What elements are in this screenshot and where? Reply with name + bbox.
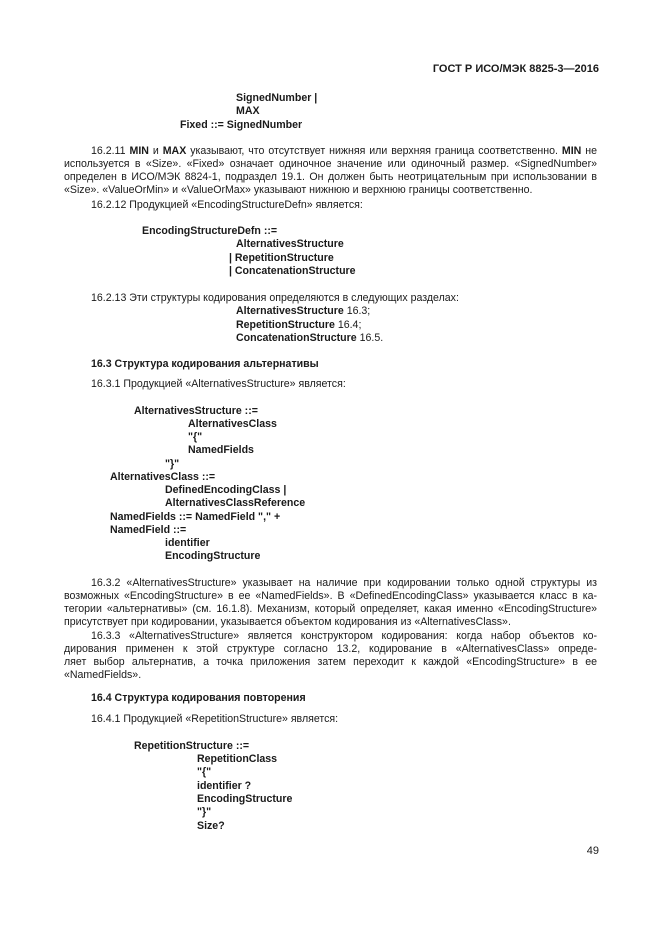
code-line: Size? bbox=[197, 820, 225, 832]
code-line: "}" bbox=[197, 806, 212, 818]
code-line: EncodingStructure bbox=[197, 793, 293, 805]
paragraph-line: присутствует при кодировании, указывается объектом кодирования из «AlternativesClass». bbox=[64, 616, 511, 628]
code-line: identifier bbox=[165, 537, 210, 549]
section-heading-16-3: 16.3 Структура кодирования альтернативы bbox=[91, 358, 319, 370]
code-line: SignedNumber | bbox=[236, 92, 318, 104]
section-ref: RepetitionStructure 16.4; bbox=[236, 319, 362, 331]
paragraph-line: определен в ИСО/МЭК 8824-1, подраздел 19.1. Он должен быть неотрицательным при использовании в bbox=[64, 171, 597, 183]
code-line: Fixed ::= SignedNumber bbox=[180, 119, 303, 131]
code-line: RepetitionClass bbox=[197, 753, 278, 765]
code-line: identifier ? bbox=[197, 780, 252, 792]
code-line: AlternativesStructure bbox=[236, 238, 344, 250]
paragraph-line: дирования применен к этой структуре согласно 13.2, кодирование в «AlternativesClass» опреде- bbox=[64, 643, 597, 655]
code-line: NamedFields ::= NamedField "," + bbox=[110, 511, 281, 523]
code-line: AlternativesStructure ::= bbox=[134, 405, 258, 417]
code-line: AlternativesClass ::= bbox=[110, 471, 216, 483]
paragraph-16-2-11 bbox=[64, 145, 597, 197]
code-line: "}" bbox=[165, 458, 180, 470]
paragraph-16-3-3 bbox=[64, 630, 597, 682]
code-line: | RepetitionStructure bbox=[229, 252, 334, 264]
paragraph-line: ляет выбор альтернатив, а точка приложения затем переходит к каждой «EncodingStructure» в ее bbox=[64, 656, 597, 668]
paragraph-line: «NamedFields». bbox=[64, 669, 142, 681]
document-header: ГОСТ Р ИСО/МЭК 8825-3—2016 bbox=[432, 63, 599, 75]
paragraph-line: 16.3.3 «AlternativesStructure» является конструктором кодирования: когда набор объектов ко- bbox=[91, 630, 597, 642]
section-ref: ConcatenationStructure 16.5. bbox=[236, 332, 384, 344]
code-line: AlternativesClassReference bbox=[165, 497, 306, 509]
paragraph-line: используется в «Size». «Fixed» означает одиночное значение или одиночный размер. «SignedNumber» bbox=[64, 158, 597, 170]
paragraph-16-3-1: 16.3.1 Продукцией «AlternativesStructure» является: bbox=[91, 378, 346, 390]
paragraph-16-2-12: 16.2.12 Продукцией «EncodingStructureDefn» является: bbox=[91, 199, 363, 211]
page-number: 49 bbox=[586, 845, 599, 857]
code-line: EncodingStructure bbox=[165, 550, 261, 562]
code-line: "{" bbox=[188, 431, 203, 443]
code-line: EncodingStructureDefn ::= bbox=[142, 225, 278, 237]
paragraph-line: 16.2.11 MIN и MAX указывают, что отсутствует нижняя или верхняя граница соответственно. MIN не bbox=[91, 145, 597, 157]
code-line: "{" bbox=[197, 766, 212, 778]
code-line: RepetitionStructure ::= bbox=[134, 740, 250, 752]
code-line: MAX bbox=[236, 105, 260, 117]
paragraph-16-2-13: 16.2.13 Эти структуры кодирования определяются в следующих разделах: bbox=[91, 292, 459, 304]
code-line: NamedField ::= bbox=[110, 524, 187, 536]
paragraph-line: возможных «EncodingStructure» в ее «NamedFields». В «DefinedEncodingClass» указывается класс в ка- bbox=[64, 590, 597, 602]
paragraph-16-4-1: 16.4.1 Продукцией «RepetitionStructure» является: bbox=[91, 713, 339, 725]
code-line: | ConcatenationStructure bbox=[229, 265, 356, 277]
paragraph-line: «Size». «ValueOrMin» и «ValueOrMax» указывают нижнюю и верхнюю границы соответственно. bbox=[64, 184, 533, 196]
code-line: NamedFields bbox=[188, 444, 254, 456]
code-line: DefinedEncodingClass | bbox=[165, 484, 287, 496]
section-ref: AlternativesStructure 16.3; bbox=[236, 305, 371, 317]
code-line: AlternativesClass bbox=[188, 418, 277, 430]
paragraph-line: тегории «альтернативы» (см. 16.1.8). Механизм, который определяет, какая именно «EncodingStructure» bbox=[64, 603, 597, 615]
paragraph-line: 16.3.2 «AlternativesStructure» указывает на наличие при кодировании только одной структуры из bbox=[91, 577, 597, 589]
section-heading-16-4: 16.4 Структура кодирования повторения bbox=[91, 692, 306, 704]
paragraph-16-3-2 bbox=[64, 577, 597, 629]
